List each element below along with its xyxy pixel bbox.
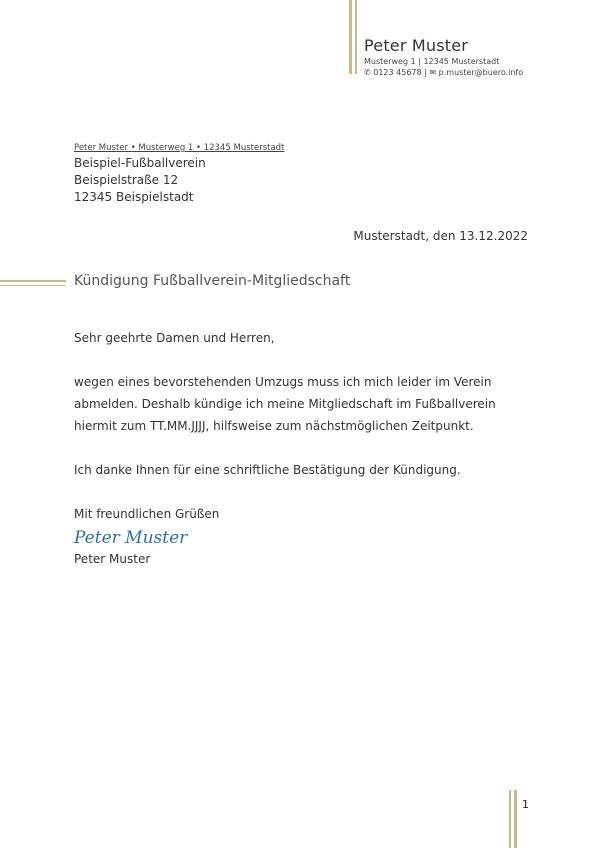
letter-subject: Kündigung Fußballverein-Mitgliedschaft: [74, 273, 351, 289]
letterhead-separator: |: [424, 68, 427, 77]
letterhead-contact: [364, 67, 594, 78]
footer-accent-line: [514, 790, 517, 848]
page-number: 1: [522, 798, 529, 811]
header-accent-line: [349, 0, 352, 74]
envelope-icon: ✉: [429, 68, 437, 77]
header-accent-line: [355, 0, 357, 74]
subject-accent-line: [0, 280, 66, 282]
letterhead-phone: 0123 45678: [373, 68, 422, 77]
sender-return-line: Peter Muster • Musterweg 1 • 12345 Musterstadt: [74, 143, 285, 153]
typed-name: Peter Muster: [74, 552, 151, 566]
subject-accent-line: [0, 285, 66, 286]
salutation: Sehr geehrte Damen und Herren,: [74, 331, 275, 345]
date-line: Musterstadt, den 13.12.2022: [353, 229, 528, 243]
recipient-street: Beispielstraße 12: [74, 173, 179, 187]
recipient-name: Beispiel-Fußballverein: [74, 156, 206, 170]
recipient-address: [74, 155, 206, 206]
closing: Mit freundlichen Grüßen: [74, 507, 220, 521]
recipient-city: 12345 Beispielstadt: [74, 190, 194, 204]
letterhead-address: Musterweg 1 | 12345 Musterstadt: [364, 57, 500, 66]
body-paragraph-1: wegen eines bevorstehenden Umzugs muss ich mich leider im Verein abmelden. Deshalb kündige ich meine Mitgliedschaft im Fußballverein hiermit zum TT.MM.JJJJ, hilfsweise zum nächstmöglichen Zeitpunkt.: [74, 375, 496, 433]
letterhead-email[interactable]: p.muster@buero.info: [438, 68, 524, 77]
handwritten-signature: Peter Muster: [74, 528, 188, 548]
letterhead-name: Peter Muster: [364, 36, 469, 55]
phone-icon: ✆: [364, 68, 371, 77]
letterhead: [364, 36, 594, 78]
footer-accent-line: [509, 790, 511, 848]
body-paragraph-2: Ich danke Ihnen für eine schriftliche Bestätigung der Kündigung.: [74, 463, 461, 477]
